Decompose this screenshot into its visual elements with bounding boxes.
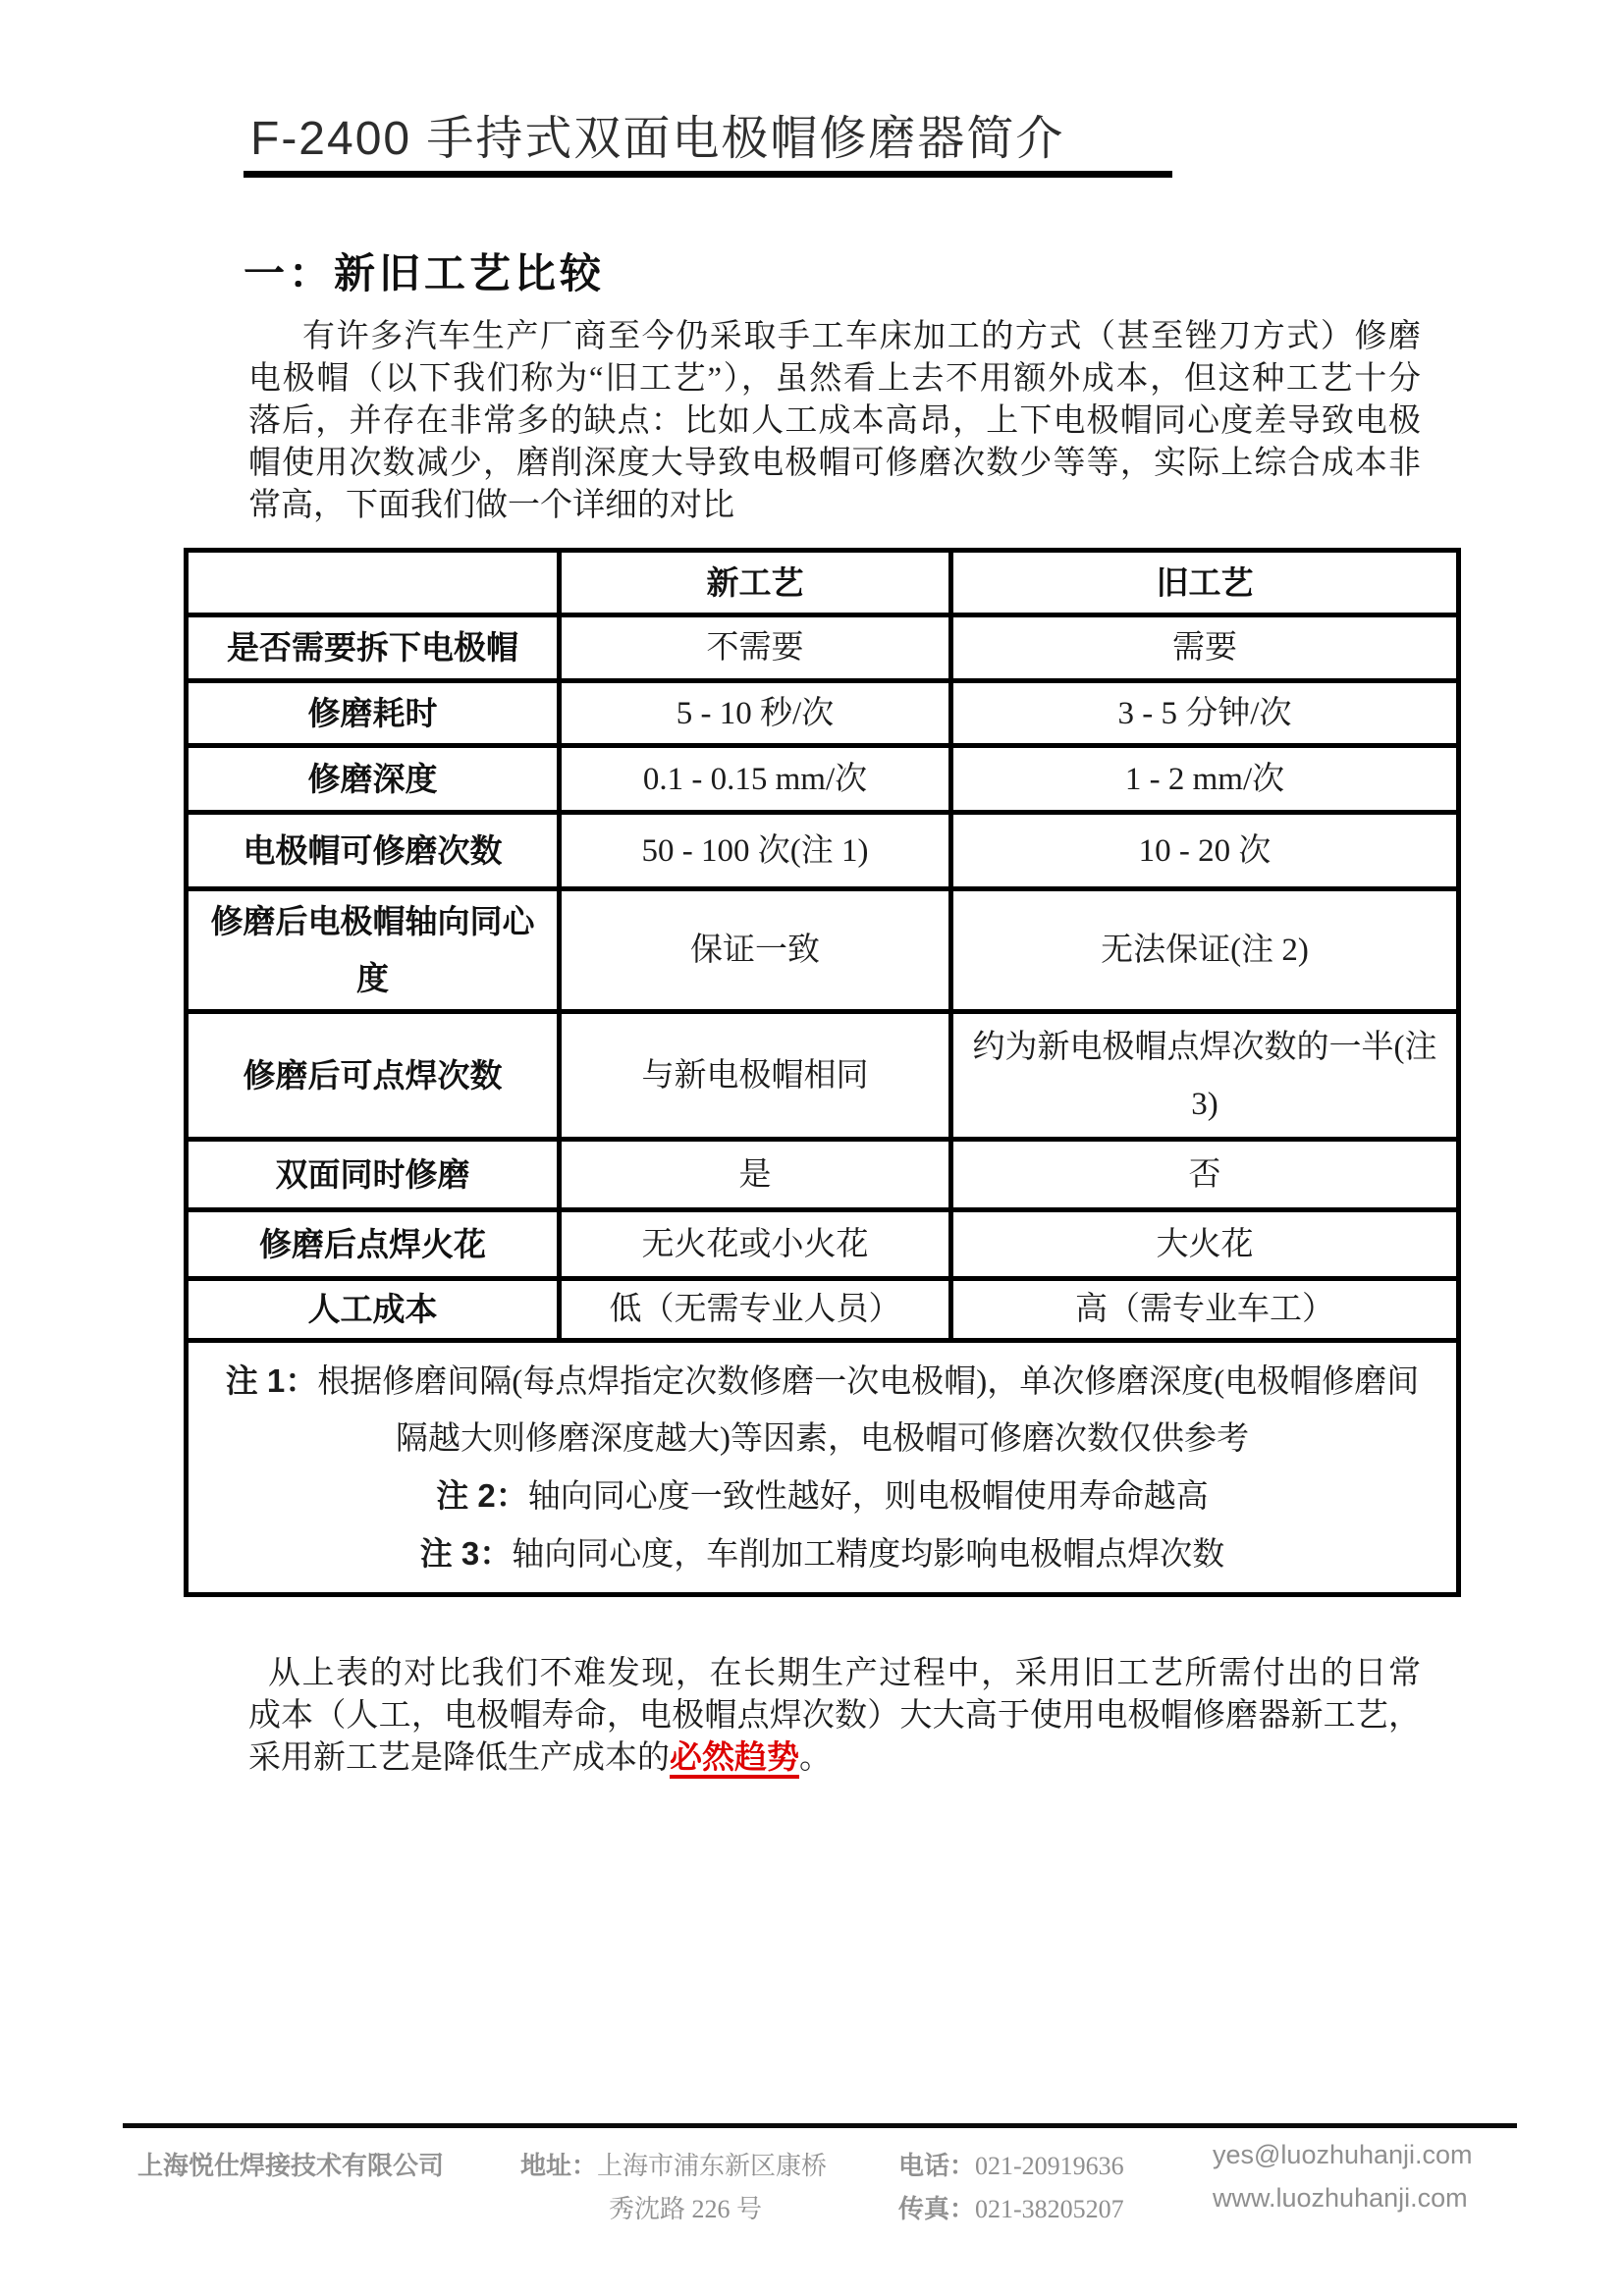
footer-fax (898, 2189, 1124, 2225)
cell-old (951, 1012, 1459, 1140)
table-row (187, 615, 1459, 681)
highlight-text: 必然趋势 (670, 1740, 799, 1776)
section-heading: 一：新旧工艺比较 (244, 250, 606, 296)
header-cell-old: 旧工艺 (951, 551, 1459, 615)
footer-address-line1 (520, 2146, 827, 2182)
phone-label: 电话： (898, 2152, 976, 2180)
closing-line (248, 1737, 1421, 1780)
closing-line: 成本（人工，电极帽寿命，电极帽点焊次数）大大高于使用电极帽修磨器新工艺， (248, 1698, 1421, 1734)
fax-label: 传真： (898, 2195, 976, 2223)
cell-new: 0.1 - 0.15 mm/次 (560, 746, 951, 813)
footer-email: yes@luozhuhanji.com (1213, 2140, 1473, 2169)
cell-new: 是 (560, 1140, 951, 1210)
header-cell-empty (187, 551, 560, 615)
note-text: 轴向同心度，车削加工精度均影响电极帽点焊次数 (512, 1536, 1225, 1573)
note-line: 隔越大则修磨深度越大)等因素，电极帽可修磨次数仅供参考 (396, 1420, 1249, 1457)
row-label-line: 修磨后电极帽轴向同心 (210, 903, 535, 939)
row-label: 双面同时修磨 (187, 1140, 560, 1210)
table-notes (187, 1341, 1459, 1595)
cell-old-line: 约为新电极帽点焊次数的一半(注 (972, 1029, 1437, 1065)
table-row (187, 1012, 1459, 1140)
intro-paragraph (248, 316, 1421, 527)
table-row (187, 813, 1459, 889)
closing-text: 。 (799, 1740, 832, 1776)
cell-old-line: 3) (1191, 1086, 1218, 1122)
comparison-table (184, 548, 1461, 1597)
cell-old: 大火花 (951, 1210, 1459, 1279)
row-label: 是否需要拆下电极帽 (187, 615, 560, 681)
table-row (187, 1210, 1459, 1279)
closing-line: 从上表的对比我们不难发现，在长期生产过程中，采用旧工艺所需付出的日常 (268, 1656, 1421, 1691)
phone-value: 021-20919636 (975, 2152, 1124, 2180)
cell-old: 无法保证(注 2) (951, 889, 1459, 1012)
cell-new: 50 - 100 次(注 1) (560, 813, 951, 889)
cell-new: 与新电极帽相同 (560, 1012, 951, 1140)
intro-line: 落后，并存在非常多的缺点：比如人工成本高昂，上下电极帽同心度差导致电极 (248, 403, 1421, 439)
note-label: 注 2： (436, 1476, 528, 1514)
cell-old: 3 - 5 分钟/次 (951, 681, 1459, 746)
fax-value: 021-38205207 (975, 2195, 1124, 2223)
row-label: 修磨深度 (187, 746, 560, 813)
cell-new: 无火花或小火花 (560, 1210, 951, 1279)
table-notes-row (187, 1341, 1459, 1595)
footer-company: 上海悦仕焊接技术有限公司 (137, 2152, 445, 2180)
cell-new: 5 - 10 秒/次 (560, 681, 951, 746)
cell-old: 需要 (951, 615, 1459, 681)
intro-line: 帽使用次数减少，磨削深度大导致电极帽可修磨次数少等等，实际上综合成本非 (248, 446, 1421, 481)
note-line (194, 1525, 1450, 1583)
intro-line: 电极帽（以下我们称为“旧工艺”），虽然看上去不用额外成本，但这种工艺十分 (248, 361, 1421, 397)
table-row (187, 1140, 1459, 1210)
row-label: 人工成本 (187, 1279, 560, 1341)
footer-address-line2: 秀沈路 226 号 (609, 2195, 763, 2223)
note-text: 轴向同心度一致性越好，则电极帽使用寿命越高 (527, 1478, 1209, 1515)
row-label: 电极帽可修磨次数 (187, 813, 560, 889)
cell-old: 1 - 2 mm/次 (951, 746, 1459, 813)
row-label: 修磨后可点焊次数 (187, 1012, 560, 1140)
note-label: 注 1： (225, 1362, 318, 1399)
header-cell-new: 新工艺 (560, 551, 951, 615)
footer-website: www.luozhuhanji.com (1213, 2183, 1468, 2213)
address-value: 上海市浦东新区康桥 (597, 2152, 828, 2180)
address-label: 地址： (520, 2152, 598, 2180)
intro-line: 常高，下面我们做一个详细的对比 (248, 488, 734, 523)
page-title: F-2400 手持式双面电极帽修磨器简介 (250, 113, 1065, 165)
footer-phone (898, 2146, 1124, 2182)
table-row (187, 1279, 1459, 1341)
closing-paragraph (248, 1653, 1421, 1780)
note-line (194, 1353, 1450, 1411)
footer-divider (123, 2123, 1517, 2128)
closing-text: 采用新工艺是降低生产成本的 (248, 1740, 670, 1776)
title-divider (244, 171, 1172, 178)
table-row (187, 681, 1459, 746)
cell-new: 不需要 (560, 615, 951, 681)
row-label: 修磨后点焊火花 (187, 1210, 560, 1279)
cell-old: 10 - 20 次 (951, 813, 1459, 889)
cell-old: 否 (951, 1140, 1459, 1210)
note-line (194, 1468, 1450, 1525)
table-header-row (187, 551, 1459, 615)
row-label: 修磨耗时 (187, 681, 560, 746)
note-label: 注 3： (419, 1534, 513, 1572)
cell-new: 低（无需专业人员） (560, 1279, 951, 1341)
row-label-line: 度 (356, 960, 389, 996)
table-row (187, 889, 1459, 1012)
note-text: 根据修磨间隔(每点焊指定次数修磨一次电极帽)，单次修磨深度(电极帽修磨间 (317, 1363, 1420, 1400)
intro-line: 有许多汽车生产厂商至今仍采取手工车床加工的方式（甚至锉刀方式）修磨 (302, 319, 1421, 354)
cell-new: 保证一致 (560, 889, 951, 1012)
cell-old: 高（需专业车工） (951, 1279, 1459, 1341)
row-label (187, 889, 560, 1012)
table-row (187, 746, 1459, 813)
